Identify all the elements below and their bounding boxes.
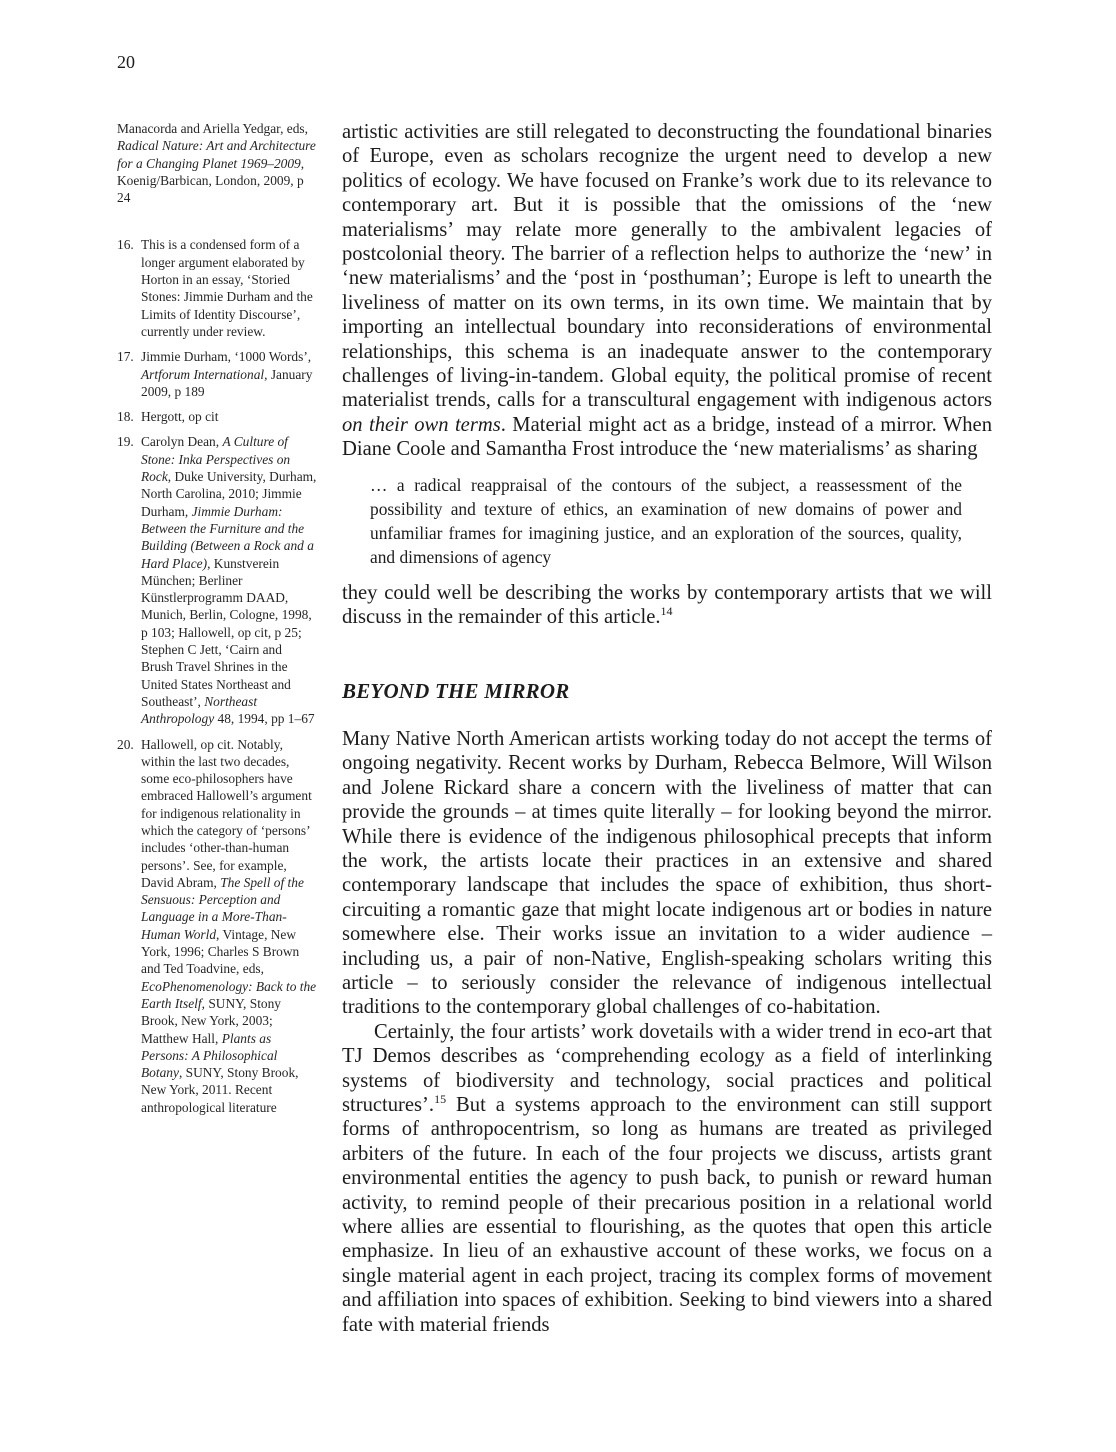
footnote-text-segment: Hergott, op cit — [141, 409, 219, 425]
footnote-text — [141, 408, 317, 425]
footnote-text-segment: , Duke University, Durham, North Carolina, 2010; Jimmie Durham, — [141, 469, 317, 519]
footnote-number: 17. — [117, 349, 134, 365]
footnote-item — [117, 120, 317, 206]
footnote-text-segment: Manacorda and Ariella Yedgar, eds, — [117, 121, 308, 136]
paragraph-1-text-a: artistic activities are still relegated to deconstructing the foundational binaries of Europe, even as scholars recognize the urgent need to develop a new politics of ecology. We have focused on Franke’s work due to its relevance to contemporary art. But it is possible that the omissions of the ‘new materialisms’ may relate more generally to the ambivalent legacies of postcolonial theory. The barrier of a reflection helps to authorize the ‘new’ in ‘new materialisms’ and the ‘post in ‘posthuman’; Europe is left to unearth the liveliness of matter on its own terms, in its own time. We maintain that by importing an intellectual boundary into reconsiderations of environmental relationships, this schema is an inadequate answer to the contemporary challenges of living-in-tandem. Global equity, the political promise of recent materialist trends, calls for a transcultural engagement with indigenous actors — [342, 121, 992, 412]
footnote-text-segment: , January 2009, p 189 — [141, 366, 313, 399]
section-heading: BEYOND THE MIRROR — [342, 678, 570, 703]
footnote-title: Plants as Persons: A Philosophical Botany — [141, 1030, 278, 1081]
paragraph-4 — [342, 1020, 992, 1337]
footnote-text — [117, 120, 317, 206]
footnote-item — [117, 408, 317, 425]
footnote-item — [117, 348, 317, 400]
footnote-text-segment: This is a condensed form of a longer argument elaborated by Horton in an essay, ‘Storied Stones: Jimmie Durham and the Limits of Identity Discourse’, currently under review. — [141, 237, 313, 339]
footnote-text — [141, 736, 317, 1117]
footnote-text-segment: , SUNY, Stony Brook, New York, 2011. Recent anthropological literature — [141, 1065, 299, 1115]
footnote-ref-14[interactable]: 14 — [660, 604, 673, 619]
footnote-item — [117, 736, 317, 1117]
footnote-text — [141, 433, 317, 727]
footnote-number: 18. — [117, 409, 134, 425]
paragraph-1 — [342, 120, 992, 462]
footnote-item — [117, 433, 317, 727]
paragraph-2 — [342, 581, 992, 630]
paragraph-1-italic: on their own terms — [342, 413, 501, 436]
footnote-text-segment: Jimmie Durham, ‘1000 Words’, — [141, 349, 312, 365]
margin-notes — [117, 120, 317, 1124]
block-quote: … a radical reappraisal of the contours of the subject, a reassessment of the possibility and texture of ethics, an examination of new domains of power and unfamiliar frames for imagining justice, and an exploration of the sources, quality, and dimensions of agency — [370, 474, 962, 567]
footnote-text-segment: , Koenig/Barbican, London, 2009, p 24 — [117, 155, 305, 206]
footnote-text — [141, 236, 317, 340]
footnote-title: Jimmie Durham: Between the Furniture and the Building (Between a Rock and a Hard Place) — [141, 503, 314, 571]
main-text — [342, 120, 992, 1337]
footnote-text — [141, 348, 317, 400]
footnote-number: 16. — [117, 237, 134, 253]
footnote-title: Northeast Anthropology — [141, 693, 258, 727]
footnote-text-segment: 48, 1994, pp 1–67 — [214, 711, 315, 727]
footnote-title: A Culture of Stone: Inka Perspectives on Rock — [141, 434, 291, 485]
footnote-text-segment: Hallowell, op cit. Notably, within the last two decades, some eco-philosophers have embraced Hallowell’s argument for indigenous relationality in which the category of ‘persons’ includes ‘other-than-human persons’. See, for example, David Abram, — [141, 736, 312, 890]
paragraph-3: Many Native North American artists working today do not accept the terms of ongoing negativity. Recent works by Durham, Rebecca Belmore, Will Wilson and Jolene Rickard share a concern with the liveliness of matter that can provide the grounds – at times quite literally – for looking beyond the mirror. While there is evidence of the indigenous philosophical precepts that inform the work, the artists locate their practices in an extensive and shared contemporary landscape that includes the space of exhibition, thus short-circuiting a romantic gaze that might locate indigenous art or bodies in nature somewhere else. Their works issue an invitation to a wider audience – including us, a pair of non-Native, English-speaking scholars writing this article – to seriously consider the relevance of indigenous intellectual traditions to the contemporary global challenges of co-habitation. — [342, 727, 992, 1019]
footnote-text-segment: , Kunstverein München; Berliner Künstlerprogramm DAAD, Munich, Berlin, Cologne, 1998, p 103; Hallowell, op cit, p 25; Stephen C Jett, ‘Cairn and Brush Travel Shrines in the United States Northeast and Southeast’, — [141, 555, 312, 709]
footnote-title: Artforum International — [141, 366, 265, 382]
footnote-text-segment: , Vintage, New York, 1996; Charles S Brown and Ted Toadvine, eds, — [141, 926, 300, 977]
footnote-number: 20. — [117, 736, 134, 752]
paragraph-4-text-b: But a systems approach to the environment can still support forms of anthropocentrism, so long as humans are treated as privileged arbiters of the future. In each of the four projects we discuss, artists grant environmental entities the agency to push back, to punish or reward human activity, to remind people of their precarious position in a relational world where allies are essential to flourishing, as the quotes that open this article emphasize. In lieu of an exhaustive account of these works, we focus on a single material agent in each project, tracing its complex forms of movement and affiliation into spaces of exhibition. Seeking to bind viewers into a shared fate with material friends — [342, 1094, 992, 1336]
footnote-item — [117, 236, 317, 340]
footnote-title: EcoPhenomenology: Back to the Earth Itself — [141, 978, 317, 1011]
footnote-title: The Spell of the Sensuous: Perception and Language in a More-Than-Human World — [141, 874, 304, 942]
footnote-ref-15[interactable]: 15 — [434, 1092, 447, 1106]
footnote-text-segment: Carolyn Dean, — [141, 434, 223, 450]
paragraph-4-text-a: Certainly, the four artists’ work dovetails with a wider trend in eco-art that TJ Demos describes as ‘comprehending ecology as a field of interlinking systems of biodiversity and technology, social practices and political structures’. — [342, 1020, 992, 1116]
page-number: 20 — [117, 52, 135, 72]
footnote-number: 19. — [117, 434, 134, 450]
paragraph-1-text-b: . Material might act as a bridge, instead of a mirror. When Diane Coole and Samantha Frost introduce the ‘new materialisms’ as sharing — [342, 413, 992, 461]
footnote-title: Radical Nature: Art and Architecture for a Changing Planet 1969–2009 — [117, 138, 316, 171]
footnote-text-segment: , SUNY, Stony Brook, New York, 2003; Matthew Hall, — [141, 995, 281, 1046]
paragraph-2-text: they could well be describing the works by contemporary artists that we will discuss in the remainder of this article. — [342, 581, 992, 629]
